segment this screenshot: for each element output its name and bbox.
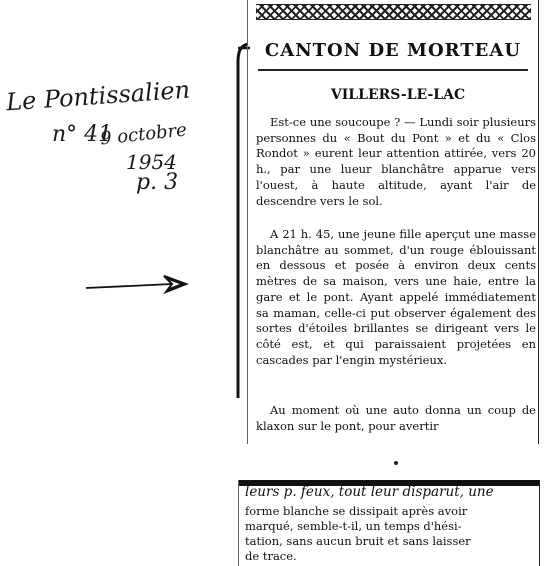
article-paragraph: Est-ce une soucoupe ? — Lundi soir plusieurs personnes du « Bout du Pont » et du « Clos Rondot » eurent leur attention attirée, vers 20 h., par une lueur blanchâtre apparue vers l'ouest, à haute altitude, ayant l'air de descendre vers le sol. xyxy=(256,115,536,208)
article-dateline: VILLERS-LE-LAC xyxy=(330,87,466,103)
decorative-border xyxy=(256,4,531,20)
continuation-line: marqué, semble-t-il, un temps d'hési- xyxy=(245,519,462,533)
handwritten-year: 1954 xyxy=(126,150,177,174)
handwritten-date: 9 octobre xyxy=(99,119,188,150)
handwritten-source-note: Le Pontissalien xyxy=(5,75,191,117)
continuation-line: tation, sans aucun bruit et sans laisser xyxy=(245,534,471,548)
continuation-clipping xyxy=(238,480,540,566)
section-heading: CANTON DE MORTEAU xyxy=(264,40,522,61)
heading-divider xyxy=(258,69,528,71)
handwritten-page: p. 3 xyxy=(136,170,179,195)
newspaper-clipping xyxy=(247,0,539,444)
article-paragraph: A 21 h. 45, une jeune fille aperçut une masse blanchâtre au sommet, d'un rouge éblouissant en dessous et posée à environ deux cents mètres de sa maison, vers une haie, entre la gare et le pont. Ayant appelé immédiatement sa maman, celle-ci put observer également des sortes d'étoiles brillantes se dirigeant vers le côté est, et qui paraissaient projetées en cascades par l'engin mystérieux. xyxy=(256,227,536,367)
continuation-line: forme blanche se dissipait après avoir xyxy=(245,504,468,518)
handwritten-issue-number: n° 41 xyxy=(52,122,113,147)
article-paragraph: Au moment où une auto donna un coup de klaxon sur le pont, pour avertir xyxy=(256,403,536,433)
handwritten-continuation: leurs p. feux, tout leur disparut, une xyxy=(245,484,494,500)
speck-mark xyxy=(394,461,398,465)
continuation-line: de trace. xyxy=(245,549,297,563)
arrow-icon xyxy=(84,270,194,300)
